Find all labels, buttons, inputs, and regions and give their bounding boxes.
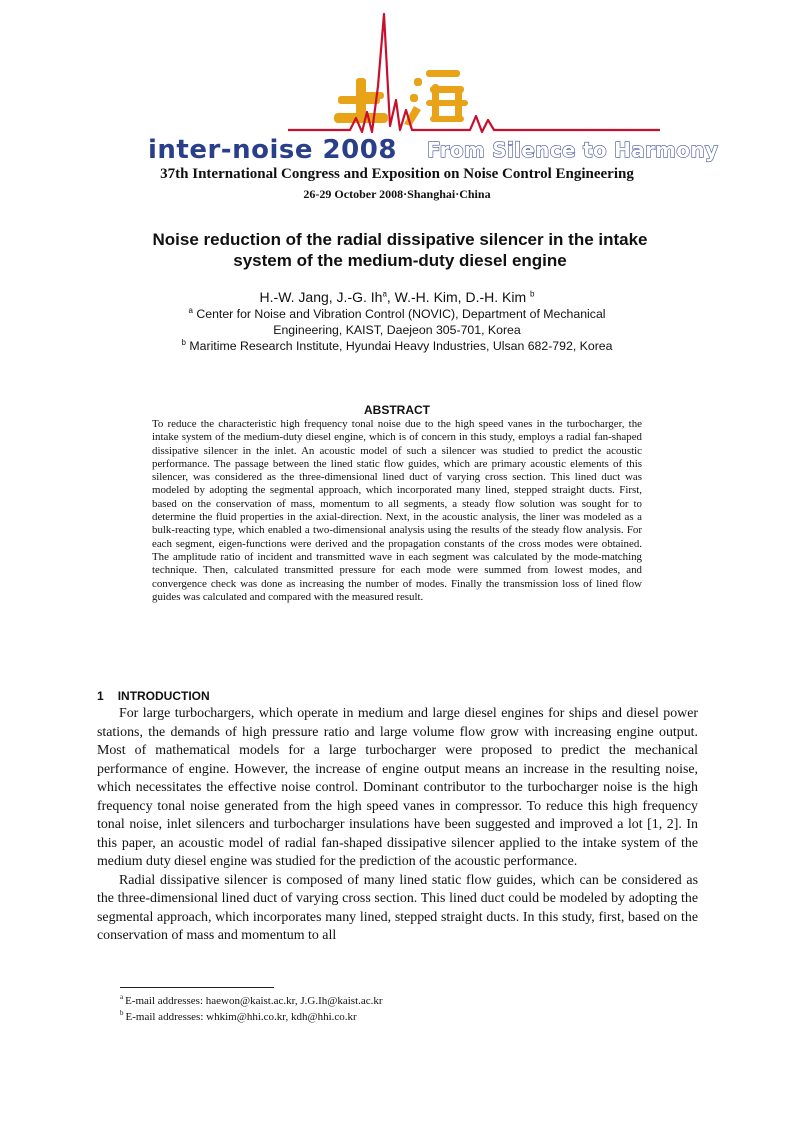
affiliation-a-mark: a xyxy=(188,305,193,315)
footnote-a-text: E-mail addresses: haewon@kaist.ac.kr, J.G.Ih@kaist.ac.kr xyxy=(125,995,383,1007)
affiliation-b-line-1: Maritime Research Institute, Hyundai Heavy Industries, Ulsan 682-792, Korea xyxy=(189,339,613,353)
affiliation-a-line-1: Center for Noise and Vibration Control (NOVIC), Department of Mechanical xyxy=(196,307,606,321)
intro-paragraph-1: For large turbochargers, which operate in medium and large diesel engines for ships and diesel power stations, the demands of high pressure ratio and large volume flow grow with increasing engine output. Most of mathematical models for a large turbocharger were proposed to predict the mechanical performance of engine. However, the increase of engine output means an increase in the resulting noise, which necessitates the effective noise control. Dominant contributor to the turbocharger noise is the high frequency tonal noise generated from the high speed vanes in compressor. To reduce this high frequency tonal noise, inlet silencers and turbocharger insulations have been suggested and improved a lot [1, 2]. In this paper, an acoustic model of radial fan-shaped dissipative silencer applied to the intake system of the medium duty diesel engine was studied for the prediction of the acoustic performance. xyxy=(97,706,698,869)
footnote-b-text: E-mail addresses: whkim@hhi.co.kr, kdh@hhi.co.kr xyxy=(125,1011,357,1023)
abstract-body: To reduce the characteristic high frequency tonal noise due to the high speed vanes in the turbocharger, the intake system of the medium-duty diesel engine, which is of concern in this study, employs a radial fan-shaped dissipative silencer in the inlet. An acoustic model of such a silencer was studied to predict the acoustic performance. The passage between the lined static flow guides, which are primary acoustic elements of this silencer, was considered as the three-dimensional lined duct of varying cross section. This lined duct was modeled by adopting the segmental approach, which incorporated many lined, stepped straight ducts. First, based on the conservation of mass, momentum to all segments, a steady flow solution was sought for to determine the fluid properties in the axial-direction. Next, in the acoustic analysis, the liner was modeled as a bulk-reacting type, which enabled a two-dimensional analysis using the results of the steady flow analysis. For each segment, eigen-functions were derived and the propagation constants of the cross modes were obtained. The amplitude ratio of incident and transmitted wave in each segment was calculated by the mode-matching technique. Then, calculated transmitted pressure for each mode were summed from lowest modes, and convergence check was done as increasing the number of modes. Finally the transmission loss of lined flow guides was calculated and compared with the measured result. xyxy=(152,418,642,603)
affiliation-b xyxy=(120,338,674,354)
footnote-a xyxy=(120,995,383,1008)
affiliation-a xyxy=(150,306,644,338)
shanghai-glyph-logo xyxy=(334,70,468,126)
footnote-divider xyxy=(120,987,274,988)
footnote-b-mark: b xyxy=(120,1009,124,1018)
section-heading-introduction xyxy=(97,689,210,703)
footnote-a-mark: a xyxy=(120,993,124,1002)
inter-noise-logo-text: inter-noise 2008 xyxy=(148,135,397,165)
affiliation-b-mark: b xyxy=(181,337,186,347)
paper-title-line-2: system of the medium-duty diesel engine xyxy=(233,251,567,270)
affiliation-mark-b: b xyxy=(530,289,535,299)
introduction-body xyxy=(97,705,698,946)
section-title: INTRODUCTION xyxy=(117,689,210,703)
paper-title-line-1: Noise reduction of the radial dissipative silencer in the intake xyxy=(152,230,648,249)
affiliation-a-line-2: Engineering, KAIST, Daejeon 305-701, Korea xyxy=(273,323,521,337)
congress-dates: 26-29 October 2008·Shanghai·China xyxy=(303,187,491,201)
abstract-heading: ABSTRACT xyxy=(364,403,430,417)
intro-paragraph-2: Radial dissipative silencer is composed of many lined static flow guides, which can be considered as the three-dimensional lined duct of varying cross section. This lined duct could be modeled by adopting the segmental approach, which incorporates many lined, stepped straight ducts. In this study, first, based on the conservation of mass and momentum to all xyxy=(97,872,698,943)
slogan-text: From Silence to Harmony xyxy=(427,138,719,162)
paper-title xyxy=(100,229,700,271)
authors-part-1: H.-W. Jang, J.-G. Ih xyxy=(259,289,383,305)
congress-name: 37th International Congress and Exposition on Noise Control Engineering xyxy=(160,166,634,182)
affiliation-mark-a: a xyxy=(382,289,387,299)
footnote-b xyxy=(120,1011,357,1024)
section-number: 1 xyxy=(97,689,104,703)
conference-logo xyxy=(0,0,794,165)
authors-part-2: , W.-H. Kim, D.-H. Kim xyxy=(386,289,531,305)
author-list xyxy=(0,289,794,305)
